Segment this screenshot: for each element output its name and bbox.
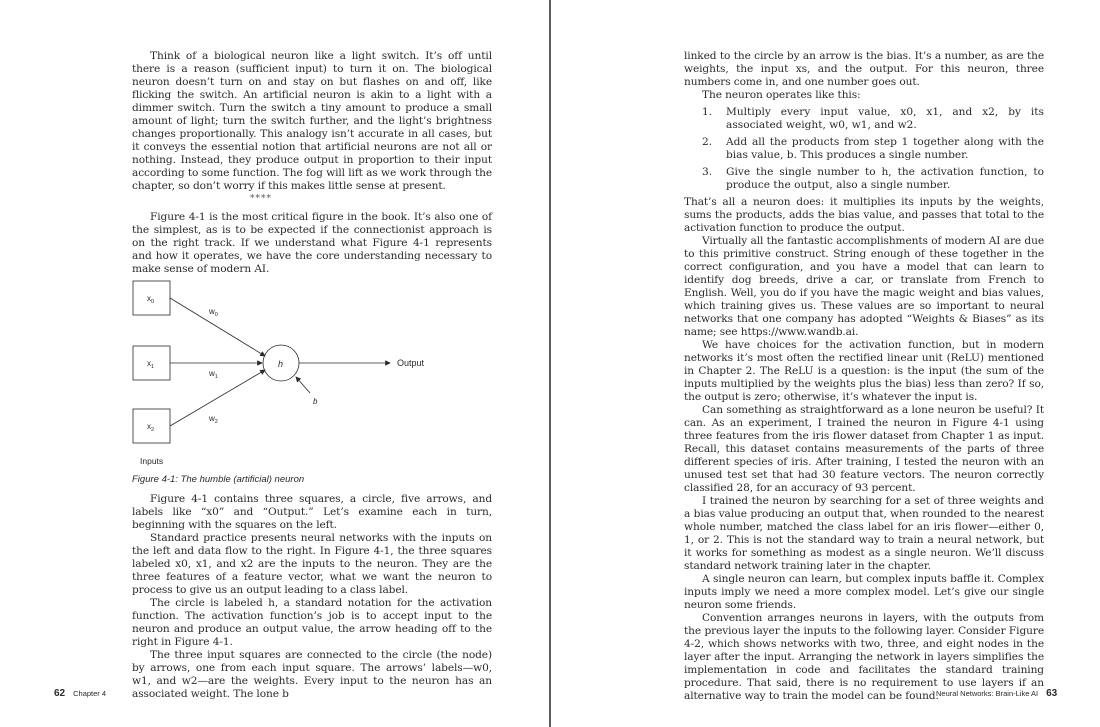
weight-label-w1: $w_1$ [209, 369, 218, 380]
input-square-x1 [133, 346, 170, 380]
weight-label-w2: $w_2$ [209, 414, 218, 425]
list-item: 2. Add all the products from step 1 together along with the bias value, b. This produces a single number. [702, 136, 1044, 161]
page-number: 63 [1046, 688, 1058, 699]
left-folio [54, 688, 106, 699]
paragraph: Convention arranges neurons in layers, with the outputs from the previous layer the inputs to the following layer. Consider Figure 4-2, which shows networks with two, three, and eight nodes in the layer after the input. Arranging the network in layers simplifies the implementation in code and facilitates the standard training procedure. That said, there is no requirement to use layers if an alternative way to train the model can be found. [684, 612, 1044, 702]
paragraph: Standard practice presents neural networks with the inputs on the left and data flow to the right. In Figure 4-1, the three squares labeled x0, x1, and x2 are the inputs to the neuron. They are the three features of a feature vector, what we want the neuron to process to give us an output leading to a class label. [132, 532, 492, 596]
left-bottom-text [132, 493, 492, 701]
input-label-x2: $x_2$ [147, 422, 155, 433]
paragraph: Virtually all the fantastic accomplishments of modern AI are due to this primitive construct. String enough of these together in the correct configuration, and you have a model that can learn to identify dog breeds, drive a car, or translate from French to English. Well, you do if you have the magic weight and bias values, which training gives us. These values are so important to neural networks that one company has adopted “Weights & Biases” as its name; see https://www.wandb.ai. [684, 235, 1044, 338]
figure-caption: Figure 4-1: The humble (artificial) neuron [132, 474, 305, 485]
input-square-x0 [133, 281, 170, 315]
left-page [0, 0, 549, 727]
bias-label: b [313, 397, 318, 406]
input-square-x2 [133, 409, 170, 443]
right-text [684, 50, 1044, 703]
bias-arrow [296, 377, 310, 393]
paragraph: Figure 4-1 is the most critical figure in the book. It’s also one of the simplest, as is to be expected if the connectionist approach is on the right track. If we understand what Figure 4-1 represents and how it operates, we have the core understanding necessary to make sense of modern AI. [132, 211, 492, 275]
input-label-x1: $x_1$ [147, 359, 155, 370]
paragraph: I trained the neuron by searching for a set of three weights and a bias value producing an output that, when rounded to the nearest whole number, matched the class label for an iris flower—either 0, 1, or 2. This is not the standard way to train a neural network, but it works for something as modest as a single neuron. We’ll discuss standard network training later in the chapter. [684, 495, 1044, 572]
inputs-label: Inputs [140, 456, 164, 466]
page-number: 62 [54, 688, 66, 699]
paragraph: That’s all a neuron does: it multiplies its inputs by the weights, sums the products, adds the bias value, and passes that total to the activation function to produce the output. [684, 196, 1044, 234]
section-separator: **** [250, 194, 272, 204]
node-label: h [278, 359, 284, 369]
weight-arrow-w0 [170, 298, 265, 356]
list-item: 1. Multiply every input value, x0, x1, and x2, by its associated weight, w0, w1, and w2. [702, 106, 1044, 131]
paragraph: Can something as straightforward as a lone neuron be useful? It can. As an experiment, I trained the neuron in Figure 4-1 using three features from the iris flower dataset from Chapter 1 as input. Recall, this dataset contains measurements of the parts of three different species of iris. After training, I tested the neuron with an unused test set that had 30 feature vectors. The neuron correctly classified 28, for an accuracy of 93 percent. [684, 404, 1044, 494]
paragraph: The circle is labeled h, a standard notation for the activation function. The activation function’s job is to accept input to the neuron and produce an output value, the arrow heading off to the right in Figure 4-1. [132, 597, 492, 648]
paragraph: Figure 4-1 contains three squares, a circle, five arrows, and labels like “x0” and “Output.” Let’s examine each in turn, beginning with the squares on the left. [132, 493, 492, 531]
output-label: Output [397, 358, 425, 368]
chapter-label: Chapter 4 [73, 689, 107, 698]
left-mid-text [132, 211, 492, 276]
list-item: 3. Give the single number to h, the activation function, to produce the output, also a single number. [702, 166, 1044, 191]
weight-label-w0: $w_0$ [209, 307, 218, 318]
neuron-figure [132, 278, 492, 468]
neuron-diagram [132, 278, 492, 468]
paragraph: A single neuron can learn, but complex inputs baffle it. Complex inputs imply we need a more complex model. Let’s give our single neuron some friends. [684, 573, 1044, 611]
right-folio [936, 688, 1057, 699]
paragraph: The neuron operates like this: [702, 89, 861, 101]
paragraph: linked to the circle by an arrow is the bias. It’s a number, as are the weights, the input xs, and the output. For this neuron, three numbers come in, and one number goes out. [684, 50, 1044, 88]
left-top-text [132, 50, 492, 193]
paragraph: The three input squares are connected to the circle (the node) by arrows, one from each input square. The arrows’ labels—w0, w1, and w2—are the weights. Every input to the neuron has an associated weight. The lone b [132, 649, 492, 700]
paragraph: Think of a biological neuron like a light switch. It’s off until there is a reason (sufficient input) to turn it on. The biological neuron doesn’t turn on and stay on but flashes on and off, like flicking the switch. An artificial neuron is akin to a light with a dimmer switch. Turn the switch a tiny amount to produce a small amount of light; turn the switch further, and the light’s brightness changes proportionally. This analogy isn’t accurate in all cases, but it conveys the essential notion that artificial neurons are not all or nothing. Instead, they produce output in proportion to their input according to some function. The fog will lift as we work through the chapter, so don’t worry if this makes little sense at present. [132, 50, 492, 192]
input-label-x0: $x_0$ [147, 294, 155, 305]
steps-list [684, 106, 1044, 192]
paragraph: We have choices for the activation function, but in modern networks it’s most often the rectified linear unit (ReLU) mentioned in Chapter 2. The ReLU is a question: is the input (the sum of the inputs multiplied by the weights plus the bias) less than zero? If so, the output is zero; otherwise, it’s whatever the input is. [684, 339, 1044, 403]
chapter-title-label: Neural Networks: Brain-Like AI [936, 689, 1039, 698]
right-page [551, 0, 1100, 727]
